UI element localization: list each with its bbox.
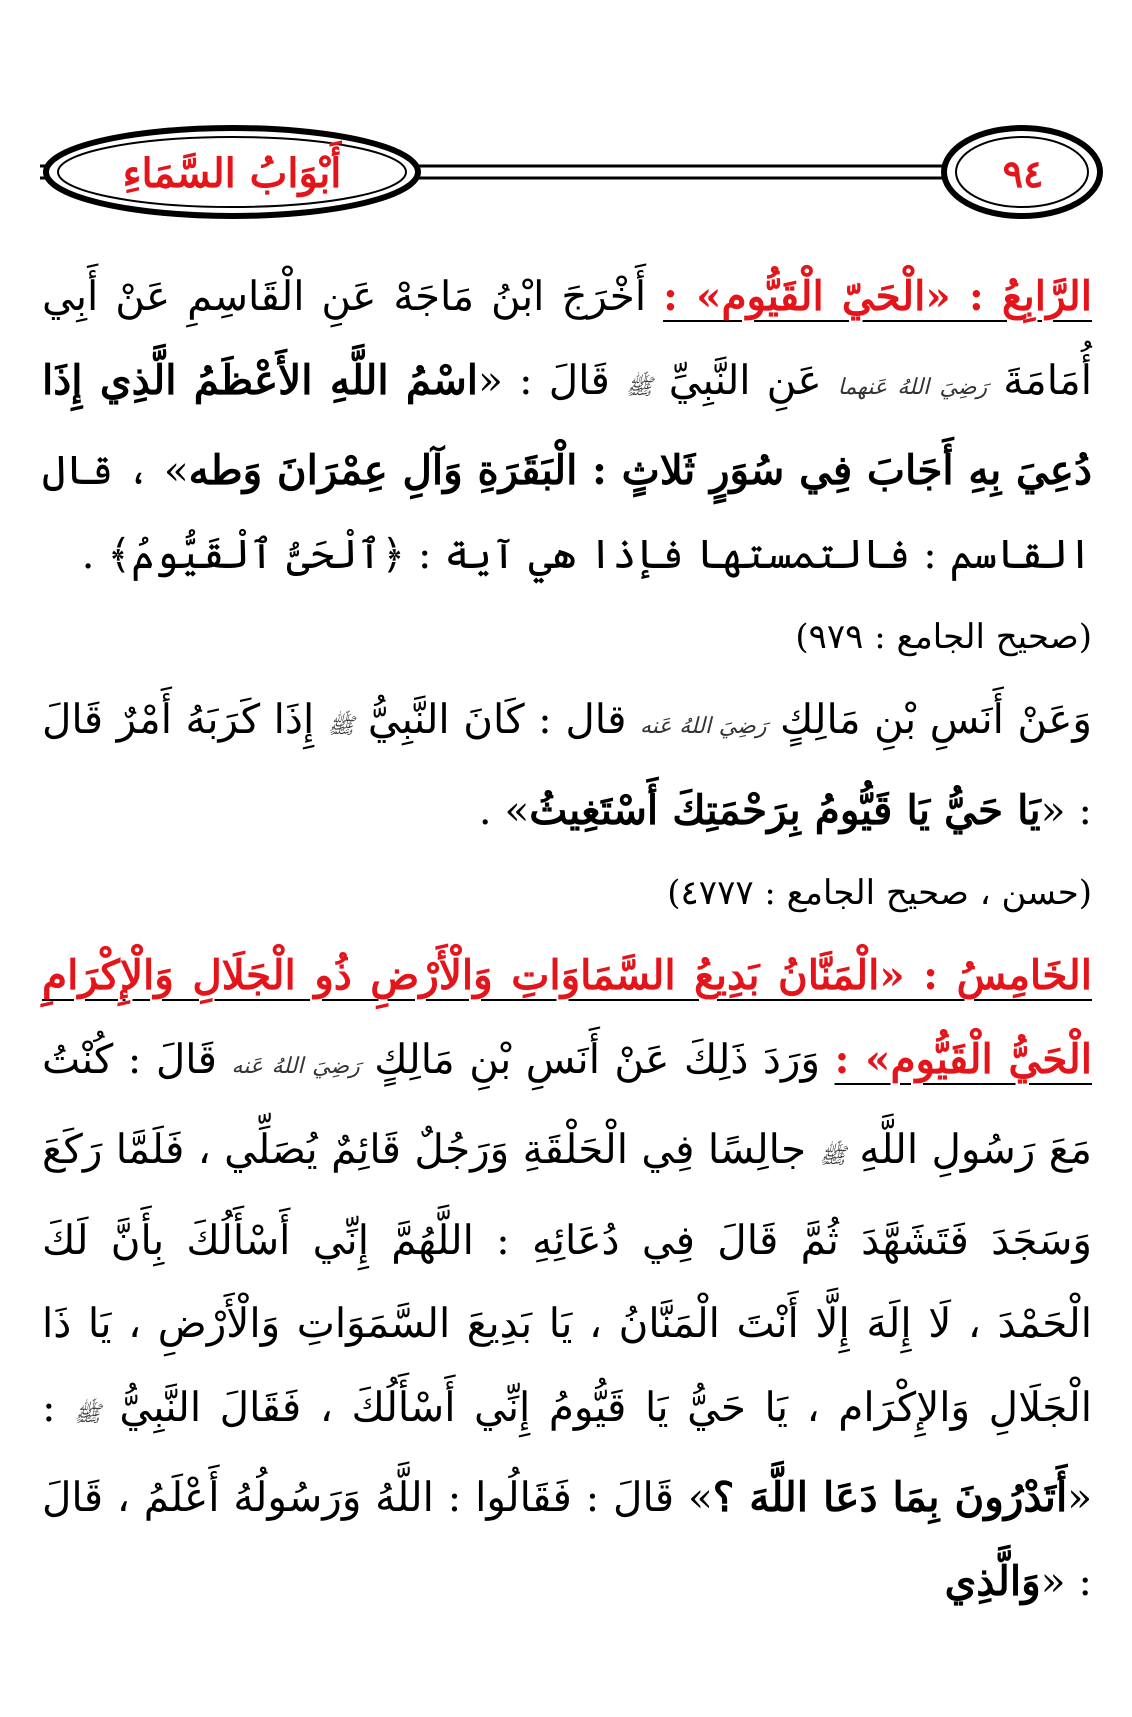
text: وَعَنْ أَنَسِ بْنِ مَالِكٍ [766,695,1092,743]
paragraph-anas [42,678,1092,852]
section-heading-fifth: الخَامِسُ : «الْمَنَّانُ بَدِيعُ السَّمَاوَاتِ وَالْأَرْضِ ذُو الْجَلَالِ وَالْإِكْرَامِ الْحَيُّ الْقَيُّوم» : [42,951,1092,1083]
hadith-quote: وَالَّذِي [944,1556,1041,1605]
page-number: ٩٤ [1002,150,1044,196]
honorific: رَضِيَ اللهُ عَنه [640,714,767,739]
honorific: ﷺ [626,374,653,400]
honorific: ﷺ [74,1401,101,1427]
text: » قَالَ : فَقَالُوا : اللَّهُ وَرَسُولُهُ أَعْلَمُ ، قَالَ : « [42,1473,1092,1605]
section-heading-fourth: الرَّابِعُ : «الْحَيّ الْقَيُّوم» : [663,272,1093,320]
honorific: رَضِيَ اللهُ عَنه [231,1053,360,1079]
honorific: ﷺ [819,1144,847,1169]
text: » ، قال القاسم : فالتمستها فإذا هي آية : ﴿ٱلْحَىُّ ٱلْقَيُّومُ﴾ . [42,446,1092,578]
reference-note: (حسن ، صحيح الجامع : ٤٧٧٧) [667,873,1092,913]
reference-note: (صحيح الجامع : ٩٧٩) [795,617,1092,657]
text: عَنِ النَّبِيِّ [652,355,838,404]
page-body [42,255,1092,1623]
text: : « [42,1382,1092,1521]
text: قَالَ : « [478,355,627,404]
hadith-quote: يَا حَيُّ يَا قَيُّومُ بِرَحْمَتِكَ أَسْتَغِيثُ [529,785,1041,834]
chapter-title: أَبْوَابُ السَّمَاءِ [122,149,342,197]
text: أَخْرَجَ ابْنُ مَاجَهْ عَنِ الْقَاسِمِ عَنْ أَبِي أُمَامَةَ [42,272,1092,404]
text: جالِسًا فِي الْحَلْقَةِ وَرَجُلٌ قَائِمٌ يُصَلِّي ، فَلَمَّا رَكَعَ وَسَجَدَ فَتَشَهَّدَ ثُمَّ قَالَ فِي دُعَائِهِ : اللَّهُمَّ إِنِّي أَسْأَلُكَ بِأَنَّ لَكَ الْحَمْدَ ، لَا إِلَهَ إِلَّا أَنْتَ الْمَنَّانُ ، يَا بَدِيعَ السَّمَوَاتِ وَالْأَرْضِ ، يَا ذَا الْجَلَالِ وَالإِكْرَام ، يَا حَيُّ يَا قَيُّومُ إِنِّي أَسْأَلُكَ ، فَقَالَ النَّبِيُّ [42,1125,1092,1431]
hadith-quote: اسْمُ اللَّهِ الأَعْظَمُ الَّذِي إِذَا دُعِيَ بِهِ أَجَابَ فِي سُوَرٍ ثَلاثٍ : الْبَقَرَةِ وَآلِ عِمْرَانَ وَطه [42,355,1092,494]
honorific: رَضِيَ اللهُ عَنهما [837,374,988,400]
honorific: ﷺ [327,714,355,739]
text: » . [478,785,530,834]
text: وَرَدَ ذَلِكَ عَنْ أَنَسِ بْنِ مَالِكٍ [359,1034,835,1083]
text: إِذَا كَرَبَهُ أَمْرٌ قَالَ : « [42,695,1092,834]
paragraph-fourth-name [42,255,1092,596]
page-header [0,118,1132,228]
text: قال : كَانَ النَّبِيُّ [354,695,641,743]
paragraph-fifth-name [42,934,1092,1623]
hadith-quote: أَتَدْرُونَ بِمَا دَعَا اللَّهَ ؟ [712,1473,1068,1521]
text: قَالَ : كُنْتُ مَعَ رَسُولِ اللَّهِ [42,1034,1092,1173]
